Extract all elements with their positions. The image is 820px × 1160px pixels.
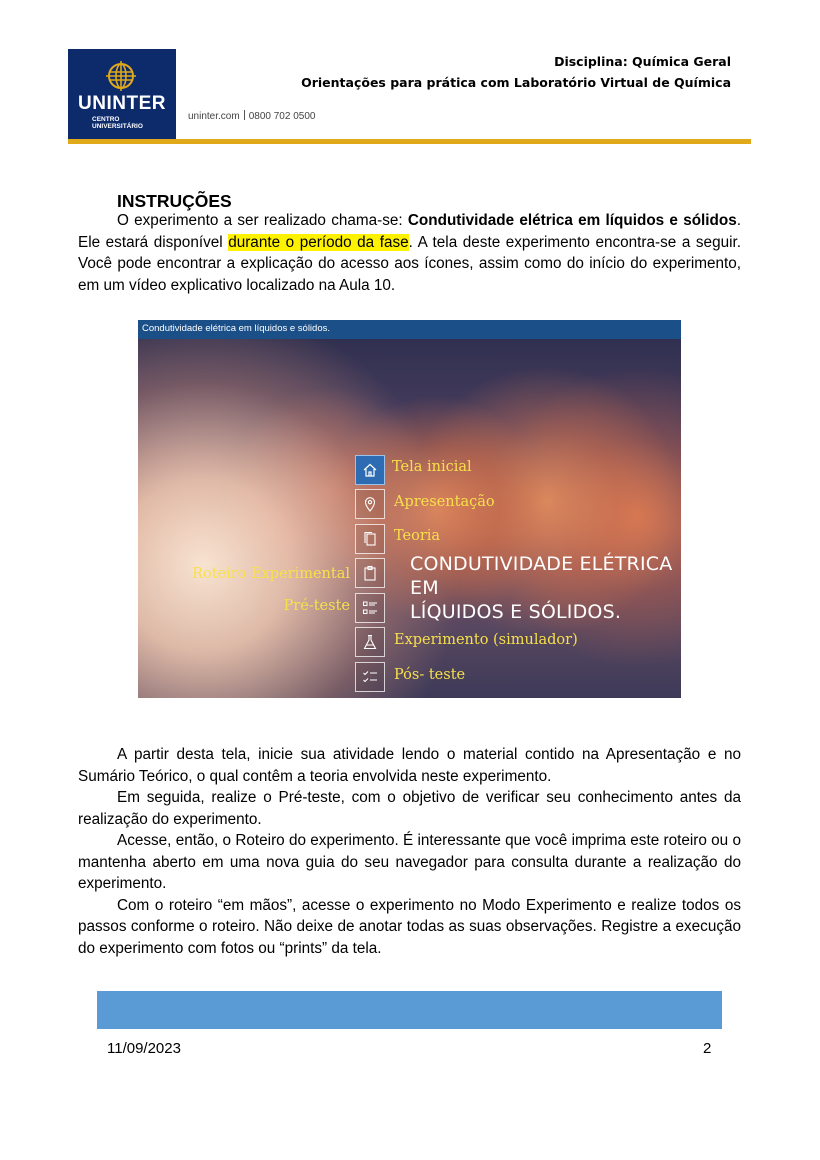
paragraph-presentation: A partir desta tela, inicie sua atividade lendo o material contido na Apresentação e no Sumário Teórico, o qual contêm a teoria envolvida neste experimento. <box>78 746 741 785</box>
intro-text-b: . Ele estará disponível <box>78 212 741 251</box>
screenshot-title: Condutividade elétrica em líquidos e sólidos. <box>142 323 330 334</box>
menu-posttest-button[interactable] <box>355 662 385 692</box>
paragraph-pretest: Em seguida, realize o Pré-teste, com o objetivo de verificar seu conhecimento antes da realização do experimento. <box>78 789 741 828</box>
contact-site: uninter.com <box>188 111 240 122</box>
contact-phone: 0800 702 0500 <box>248 111 316 122</box>
menu-pretest-button[interactable] <box>355 593 385 623</box>
footer-bar <box>97 991 722 1029</box>
menu-label-experiment: Experimento (simulador) <box>394 632 578 648</box>
experiment-screenshot <box>138 320 681 698</box>
menu-experiment-button[interactable] <box>355 627 385 657</box>
checkbox-list-icon <box>362 669 378 685</box>
menu-label-guide: Roteiro Experimental <box>192 566 350 582</box>
section-heading: INSTRUÇÕES <box>117 191 232 211</box>
contact-separator <box>244 110 245 120</box>
menu-label-posttest: Pós- teste <box>394 667 466 683</box>
globe-icon <box>104 59 138 93</box>
highlighted-text: durante o período da fase <box>228 233 409 251</box>
menu-label-home: Tela inicial <box>392 459 472 475</box>
menu-label-presentation: Apresentação <box>394 494 495 510</box>
uninter-logo <box>68 49 176 141</box>
menu-guide-button[interactable] <box>355 558 385 588</box>
experiment-name: Condutividade elétrica em líquidos e sólidos <box>407 212 737 229</box>
menu-home-button[interactable] <box>355 455 385 485</box>
header-guide-title: Orientações para prática com Laboratório Virtual de Química <box>301 75 731 90</box>
logo-name: UNINTER <box>78 93 166 114</box>
big-title-line2: LÍQUIDOS E SÓLIDOS. <box>410 601 622 623</box>
flask-icon <box>362 634 378 650</box>
logo-subtitle-line1: CENTRO <box>92 116 120 123</box>
big-title-line1: CONDUTIVIDADE ELÉTRICA EM <box>410 553 673 599</box>
logo-subtitle-line2: UNIVERSITÁRIO <box>92 123 143 130</box>
documents-icon <box>362 531 378 547</box>
page-number: 2 <box>703 1040 712 1057</box>
paragraph-experiment: Com o roteiro “em mãos”, acesse o experimento no Modo Experimento e realize todos os passos conforme o roteiro. Não deixe de anotar todas as suas observações. Registre a execução do experimento com fotos ou “prints” da tela. <box>78 896 741 957</box>
menu-label-theory: Teoria <box>394 528 441 544</box>
instructions-paragraphs <box>78 744 741 959</box>
menu-presentation-button[interactable] <box>355 489 385 519</box>
header-divider <box>68 139 751 144</box>
checklist-icon <box>362 600 378 616</box>
paragraph-intro <box>78 210 741 296</box>
header-discipline: Disciplina: Química Geral <box>554 54 731 69</box>
menu-theory-button[interactable] <box>355 524 385 554</box>
footer-date: 11/09/2023 <box>107 1040 181 1057</box>
intro-text-c: . A tela deste experimento encontra-se a seguir. Você pode encontrar a explicação do acesso aos ícones, assim como do início do experimento, em um vídeo explicativo localizado na Aula 10. <box>78 233 741 294</box>
intro-text-a: O experimento a ser realizado chama-se: <box>117 212 408 229</box>
menu-label-pretest: Pré-teste <box>283 598 350 614</box>
logo-subtitle <box>92 116 143 130</box>
location-pin-icon <box>362 496 378 512</box>
home-icon <box>362 462 378 478</box>
screenshot-title-bar <box>138 320 681 339</box>
clipboard-icon <box>362 565 378 581</box>
header-contact <box>188 110 315 122</box>
screenshot-big-title <box>410 552 681 624</box>
paragraph-guide: Acesse, então, o Roteiro do experimento. É interessante que você imprima este roteiro ou o mantenha aberto em uma nova guia do seu navegador para consulta durante a realização do experimento. <box>78 832 741 892</box>
